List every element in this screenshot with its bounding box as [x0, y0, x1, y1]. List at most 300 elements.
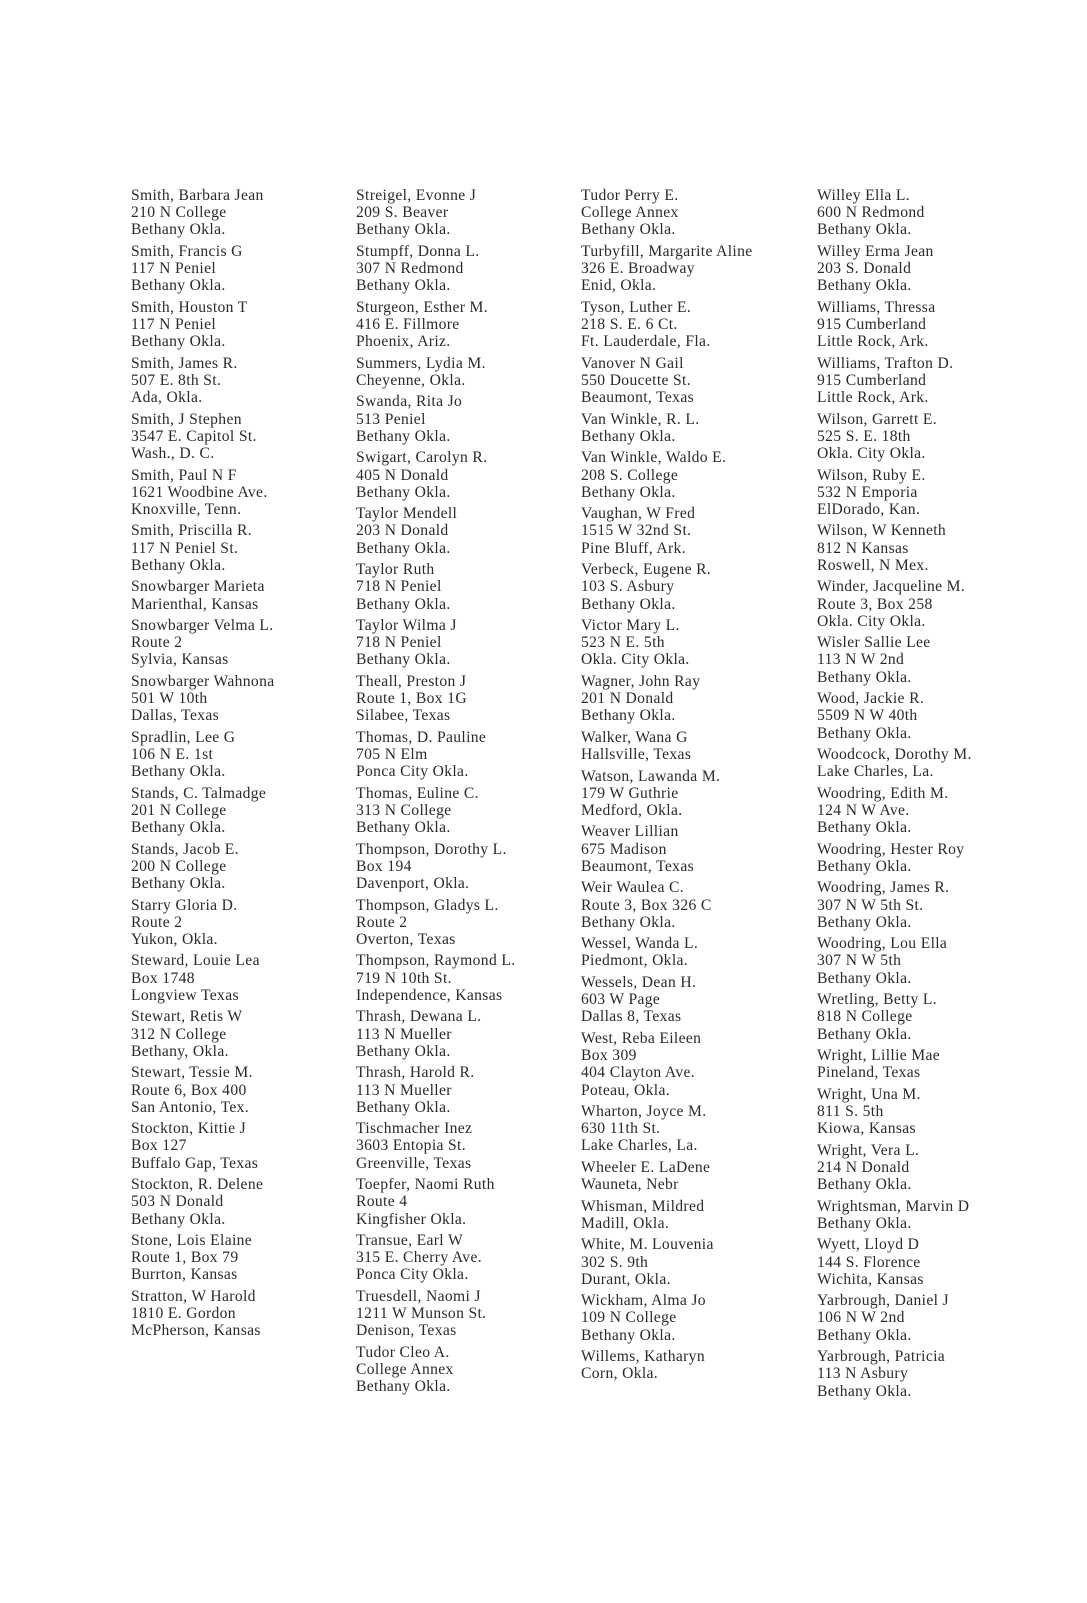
entry-name: Stumpff, Donna L. — [356, 242, 480, 260]
directory-entry — [356, 897, 596, 949]
entry-address-line: 326 E. Broadway — [581, 260, 695, 278]
entry-name: Whisman, Mildred — [581, 1197, 705, 1215]
entry-name: Victor Mary L. — [581, 617, 680, 635]
entry-address-line: 307 N W 5th St. — [817, 896, 924, 914]
entry-name: Wrightsman, Marvin D — [817, 1197, 970, 1215]
entry-address-line: Bethany Okla. — [131, 1210, 226, 1228]
entry-address-line: Wash., D. C. — [131, 445, 215, 463]
entry-address-line: 513 Peniel — [356, 410, 426, 428]
entry-address-line: Dallas, Texas — [131, 707, 220, 725]
directory-entry — [817, 578, 1077, 630]
directory-entry — [356, 673, 596, 725]
entry-address-line: 1810 E. Gordon — [131, 1305, 236, 1323]
directory-entry — [817, 243, 1077, 295]
entry-name: Tyson, Luther E. — [581, 298, 692, 316]
entry-name: Smith, J Stephen — [131, 410, 242, 428]
entry-address-line: 675 Madison — [581, 840, 667, 858]
directory-entry — [356, 841, 596, 893]
directory-entry — [131, 729, 371, 781]
directory-entry — [581, 974, 821, 1026]
directory-entry — [131, 1008, 371, 1060]
entry-address-line: Ponca City Okla. — [356, 763, 469, 781]
entry-address-line: Route 3, Box 326 C — [581, 896, 712, 914]
entry-address-line: Bethany Okla. — [356, 595, 451, 613]
entry-address-line: Bethany Okla. — [131, 875, 226, 893]
entry-name: Stewart, Retis W — [131, 1008, 243, 1026]
entry-address-line: 200 N College — [131, 857, 227, 875]
entry-name: Wilson, W Kenneth — [817, 522, 947, 540]
entry-name: Stewart, Tessie M. — [131, 1064, 253, 1082]
entry-name: Thompson, Gladys L. — [356, 896, 499, 914]
entry-name: Stands, Jacob E. — [131, 840, 239, 858]
entry-address-line: Bethany Okla. — [356, 539, 451, 557]
entry-address-line: Wauneta, Nebr — [581, 1176, 679, 1194]
directory-entry — [581, 505, 821, 557]
entry-address-line: Little Rock, Ark. — [817, 389, 929, 407]
directory-entry — [356, 393, 596, 445]
entry-name: Willems, Katharyn — [581, 1348, 705, 1366]
entry-address-line: Bethany Okla. — [356, 483, 451, 501]
entry-address-line: Route 3, Box 258 — [817, 595, 933, 613]
directory-entry — [131, 299, 371, 351]
directory-column-2 — [356, 187, 596, 1400]
entry-address-line: 103 S. Asbury — [581, 578, 675, 596]
entry-name: Winder, Jacqueline M. — [817, 578, 966, 596]
entry-address-line: 218 S. E. 6 Ct. — [581, 316, 678, 334]
directory-entry — [581, 617, 821, 669]
directory-entry — [356, 617, 596, 669]
entry-address-line: Silabee, Texas — [356, 707, 451, 725]
entry-address-line: 915 Cumberland — [817, 371, 927, 389]
directory-entry — [817, 841, 1077, 875]
entry-address-line: Durant, Okla. — [581, 1270, 671, 1288]
entry-address-line: Bethany Okla. — [131, 333, 226, 351]
entry-address-line: 307 N W 5th — [817, 952, 902, 970]
entry-name: West, Reba Eileen — [581, 1029, 702, 1047]
entry-address-line: Bethany Okla. — [581, 427, 676, 445]
entry-address-line: Bethany Okla. — [817, 1025, 912, 1043]
entry-address-line: 313 N College — [356, 801, 452, 819]
directory-entry — [581, 561, 821, 613]
entry-address-line: 915 Cumberland — [817, 316, 927, 334]
directory-column-1 — [131, 187, 371, 1344]
directory-entry — [817, 411, 1077, 463]
entry-address-line: Roswell, N Mex. — [817, 556, 929, 574]
entry-address-line: 416 E. Fillmore — [356, 316, 460, 334]
entry-address-line: 210 N College — [131, 204, 227, 222]
entry-address-line: Buffalo Gap, Texas — [131, 1154, 259, 1172]
entry-address-line: Davenport, Okla. — [356, 875, 470, 893]
directory-entry — [356, 1008, 596, 1060]
directory-entry — [581, 355, 821, 407]
entry-address-line: ElDorado, Kan. — [817, 500, 921, 518]
entry-address-line: 214 N Donald — [817, 1158, 910, 1176]
entry-address-line: 705 N Elm — [356, 746, 428, 764]
directory-entry — [131, 952, 371, 1004]
entry-address-line: Wichita, Kansas — [817, 1270, 924, 1288]
entry-name: Truesdell, Naomi J — [356, 1287, 481, 1305]
directory-column-4 — [817, 187, 1077, 1404]
entry-address-line: Medford, Okla. — [581, 801, 683, 819]
entry-name: Woodring, Edith M. — [817, 784, 949, 802]
entry-name: Swigart, Carolyn R. — [356, 449, 488, 467]
directory-entry — [581, 243, 821, 295]
entry-name: Wilson, Ruby E. — [817, 466, 926, 484]
entry-address-line: Poteau, Okla. — [581, 1081, 670, 1099]
entry-name: Snowbarger Marieta — [131, 578, 265, 596]
entry-name: Wharton, Joyce M. — [581, 1103, 707, 1120]
entry-address-line: 503 N Donald — [131, 1193, 224, 1211]
entry-name: Wyett, Lloyd D — [817, 1236, 920, 1254]
entry-address-line: Beaumont, Texas — [581, 857, 695, 875]
entry-address-line: Box 194 — [356, 857, 412, 875]
entry-address-line: Bethany Okla. — [131, 763, 226, 781]
entry-name: Tudor Cleo A. — [356, 1343, 450, 1361]
directory-entry — [356, 1176, 596, 1228]
entry-name: Stratton, W Harold — [131, 1287, 256, 1305]
entry-address-line: Okla. City Okla. — [817, 612, 926, 630]
directory-entry — [817, 785, 1077, 837]
entry-address-line: 315 E. Cherry Ave. — [356, 1249, 482, 1267]
entry-name: Smith, Francis G — [131, 242, 243, 260]
entry-name: Taylor Ruth — [356, 561, 435, 579]
entry-address-line: Bethany Okla. — [581, 1326, 676, 1344]
entry-name: Smith, Barbara Jean — [131, 187, 264, 204]
directory-entry — [131, 841, 371, 893]
entry-address-line: College Annex — [356, 1361, 454, 1379]
entry-address-line: Bethany Okla. — [817, 1176, 912, 1194]
directory-entry — [356, 1288, 596, 1340]
directory-entry — [817, 935, 1077, 987]
entry-address-line: 600 N Redmond — [817, 204, 925, 222]
entry-address-line: Enid, Okla. — [581, 277, 657, 295]
entry-address-line: 525 S. E. 18th — [817, 427, 911, 445]
directory-entry — [356, 449, 596, 501]
entry-address-line: Bethany Okla. — [356, 1378, 451, 1396]
entry-name: Woodring, Lou Ella — [817, 935, 948, 953]
entry-address-line: Overton, Texas — [356, 930, 456, 948]
entry-name: Wheeler E. LaDene — [581, 1158, 711, 1176]
entry-name: Walker, Wana G — [581, 728, 688, 746]
entry-address-line: Denison, Texas — [356, 1322, 457, 1340]
entry-name: Toepfer, Naomi Ruth — [356, 1176, 495, 1194]
entry-address-line: Bethany Okla. — [581, 221, 676, 239]
directory-entry — [581, 411, 821, 445]
entry-name: Vaughan, W Fred — [581, 505, 696, 523]
entry-address-line: 144 S. Florence — [817, 1253, 921, 1271]
entry-name: Swanda, Rita Jo — [356, 393, 463, 411]
entry-address-line: 3547 E. Capitol St. — [131, 427, 257, 445]
entry-address-line: Route 1, Box 79 — [131, 1249, 239, 1267]
entry-address-line: Bethany Okla. — [131, 221, 226, 239]
entry-address-line: 718 N Peniel — [356, 634, 442, 652]
entry-address-line: Bethany Okla. — [356, 221, 451, 239]
entry-address-line: Bethany Okla. — [817, 1382, 912, 1400]
directory-entry — [131, 411, 371, 463]
directory-entry — [356, 299, 596, 351]
entry-address-line: Madill, Okla. — [581, 1214, 670, 1232]
directory-entry — [581, 1198, 821, 1232]
directory-entry — [581, 1292, 821, 1344]
entry-name: Smith, James R. — [131, 354, 238, 372]
directory-entry — [356, 561, 596, 613]
directory-entry — [131, 617, 371, 669]
directory-entry — [817, 355, 1077, 407]
directory-entry — [356, 1344, 596, 1396]
entry-address-line: 405 N Donald — [356, 466, 449, 484]
entry-address-line: Piedmont, Okla. — [581, 952, 689, 970]
entry-address-line: 109 N College — [581, 1309, 677, 1327]
entry-name: Thompson, Raymond L. — [356, 952, 516, 970]
entry-address-line: Bethany Okla. — [356, 427, 451, 445]
directory-entry — [817, 467, 1077, 519]
entry-name: Turbyfill, Margarite Aline — [581, 242, 753, 260]
entry-address-line: Bethany Okla. — [817, 1214, 912, 1232]
directory-entry — [817, 1086, 1077, 1138]
entry-address-line: 117 N Peniel St. — [131, 539, 239, 557]
directory-entry — [581, 935, 821, 969]
directory-entry — [817, 299, 1077, 351]
entry-address-line: Beaumont, Texas — [581, 389, 695, 407]
entry-name: Snowbarger Velma L. — [131, 617, 274, 635]
entry-name: Wood, Jackie R. — [817, 690, 925, 708]
entry-address-line: 113 N Asbury — [817, 1365, 909, 1383]
directory-entry — [131, 673, 371, 725]
entry-address-line: 209 S. Beaver — [356, 204, 449, 222]
entry-name: Van Winkle, R. L. — [581, 410, 700, 428]
directory-entry — [817, 1142, 1077, 1194]
entry-address-line: Route 2 — [131, 634, 183, 652]
directory-entry — [817, 522, 1077, 574]
directory-entry — [581, 1103, 821, 1155]
directory-entry — [581, 299, 821, 351]
entry-address-line: Ponca City Okla. — [356, 1266, 469, 1284]
entry-name: Snowbarger Wahnona — [131, 672, 275, 690]
directory-entry — [356, 729, 596, 781]
entry-address-line: Bethany Okla. — [356, 819, 451, 837]
entry-address-line: Phoenix, Ariz. — [356, 333, 451, 351]
entry-address-line: Bethany Okla. — [817, 724, 912, 742]
entry-address-line: Bethany Okla. — [356, 277, 451, 295]
directory-entry — [131, 355, 371, 407]
entry-name: Smith, Priscilla R. — [131, 522, 253, 540]
entry-name: Tischmacher Inez — [356, 1120, 473, 1138]
entry-name: Wisler Sallie Lee — [817, 634, 931, 652]
directory-entry — [356, 1232, 596, 1284]
entry-name: Summers, Lydia M. — [356, 354, 486, 372]
entry-address-line: 302 S. 9th — [581, 1253, 649, 1271]
directory-entry — [817, 1292, 1077, 1344]
entry-name: White, M. Louvenia — [581, 1236, 714, 1254]
directory-entry — [131, 1120, 371, 1172]
directory-entry — [131, 1176, 371, 1228]
entry-address-line: 203 S. Donald — [817, 260, 912, 278]
directory-entry — [817, 1236, 1077, 1288]
entry-name: Watson, Lawanda M. — [581, 767, 721, 785]
entry-name: Williams, Trafton D. — [817, 354, 954, 372]
directory-entry — [581, 768, 821, 820]
entry-name: Stockton, R. Delene — [131, 1176, 264, 1194]
entry-address-line: Bethany Okla. — [817, 668, 912, 686]
entry-name: Transue, Earl W — [356, 1232, 464, 1250]
entry-name: Thrash, Harold R. — [356, 1064, 475, 1082]
entry-address-line: 630 11th St. — [581, 1120, 661, 1138]
entry-name: Stockton, Kittie J — [131, 1120, 247, 1138]
directory-entry — [817, 690, 1077, 742]
entry-address-line: Route 4 — [356, 1193, 408, 1211]
entry-address-line: Cheyenne, Okla. — [356, 371, 466, 389]
entry-address-line: 5509 N W 40th — [817, 707, 918, 725]
entry-name: Thrash, Dewana L. — [356, 1008, 482, 1026]
entry-name: Yarbrough, Patricia — [817, 1348, 946, 1366]
entry-address-line: 203 N Donald — [356, 522, 449, 540]
entry-address-line: Kingfisher Okla. — [356, 1210, 467, 1228]
directory-entry — [581, 879, 821, 931]
entry-name: Willey Erma Jean — [817, 242, 934, 260]
entry-address-line: Kiowa, Kansas — [817, 1120, 916, 1138]
entry-address-line: Lake Charles, La. — [817, 763, 934, 781]
directory-entry — [131, 187, 371, 239]
entry-name: Wessels, Dean H. — [581, 973, 697, 991]
entry-address-line: Ada, Okla. — [131, 389, 203, 407]
entry-address-line: 719 N 10th St. — [356, 969, 452, 987]
entry-address-line: Knoxville, Tenn. — [131, 500, 242, 518]
entry-name: Spradlin, Lee G — [131, 728, 236, 746]
directory-column-3 — [581, 187, 821, 1387]
directory-entry — [131, 1232, 371, 1284]
directory-entry — [581, 187, 821, 239]
directory-entry — [581, 823, 821, 875]
entry-name: Wagner, John Ray — [581, 672, 701, 690]
entry-address-line: 1515 W 32nd St. — [581, 522, 692, 540]
entry-name: Woodring, Hester Roy — [817, 840, 965, 858]
entry-address-line: 523 N E. 5th — [581, 634, 665, 652]
entry-address-line: Bethany Okla. — [817, 857, 912, 875]
entry-address-line: Yukon, Okla. — [131, 930, 218, 948]
entry-name: Wright, Lillie Mae — [817, 1047, 941, 1065]
directory-entry — [131, 785, 371, 837]
directory-entry — [817, 1047, 1077, 1081]
entry-address-line: 208 S. College — [581, 466, 679, 484]
entry-address-line: Bethany Okla. — [131, 819, 226, 837]
entry-address-line: Bethany Okla. — [817, 277, 912, 295]
directory-entry — [131, 522, 371, 574]
entry-name: Williams, Thressa — [817, 298, 936, 316]
entry-address-line: 404 Clayton Ave. — [581, 1064, 696, 1082]
directory-entry — [581, 1348, 821, 1382]
entry-name: Taylor Wilma J — [356, 617, 457, 635]
directory-entry — [356, 243, 596, 295]
entry-address-line: 117 N Peniel — [131, 316, 217, 334]
entry-address-line: Bethany Okla. — [581, 595, 676, 613]
entry-address-line: Longview Texas — [131, 986, 239, 1004]
entry-address-line: Marienthal, Kansas — [131, 595, 259, 613]
entry-address-line: 718 N Peniel — [356, 578, 442, 596]
entry-name: Smith, Paul N F — [131, 466, 237, 484]
entry-address-line: Bethany Okla. — [581, 707, 676, 725]
directory-entry — [356, 355, 596, 389]
entry-name: Thompson, Dorothy L. — [356, 840, 507, 858]
directory-entry — [581, 673, 821, 725]
directory-entry — [817, 1198, 1077, 1232]
entry-address-line: 3603 Entopia St. — [356, 1137, 466, 1155]
directory-entry — [356, 785, 596, 837]
entry-address-line: 106 N W 2nd — [817, 1309, 905, 1327]
entry-name: Wretling, Betty L. — [817, 991, 938, 1009]
directory-entry — [356, 1120, 596, 1172]
entry-address-line: 201 N College — [131, 801, 227, 819]
entry-address-line: Greenville, Texas — [356, 1154, 472, 1172]
entry-name: Tudor Perry E. — [581, 187, 679, 204]
directory-entry — [817, 879, 1077, 931]
entry-name: Steward, Louie Lea — [131, 952, 260, 970]
entry-address-line: Bethany Okla. — [817, 819, 912, 837]
entry-address-line: Bethany Okla. — [581, 483, 676, 501]
entry-address-line: Bethany Okla. — [581, 913, 676, 931]
directory-entry — [131, 243, 371, 295]
directory-entry — [817, 1348, 1077, 1400]
entry-address-line: Bethany Okla. — [356, 1042, 451, 1060]
entry-address-line: Okla. City Okla. — [817, 445, 926, 463]
entry-address-line: 811 S. 5th — [817, 1103, 884, 1120]
entry-address-line: 117 N Peniel — [131, 260, 217, 278]
entry-address-line: San Antonio, Tex. — [131, 1098, 250, 1116]
entry-name: Thomas, D. Pauline — [356, 728, 487, 746]
entry-address-line: Pineland, Texas — [817, 1064, 921, 1082]
entry-address-line: 603 W Page — [581, 991, 661, 1009]
entry-name: Weaver Lillian — [581, 823, 679, 841]
entry-address-line: Bethany Okla. — [356, 651, 451, 669]
entry-address-line: 106 N E. 1st — [131, 746, 214, 764]
directory-entry — [356, 187, 596, 239]
entry-address-line: Bethany Okla. — [131, 277, 226, 295]
entry-address-line: Route 2 — [356, 913, 408, 931]
entry-address-line: 812 N Kansas — [817, 539, 909, 557]
entry-address-line: 312 N College — [131, 1025, 227, 1043]
entry-address-line: 818 N College — [817, 1008, 913, 1026]
entry-name: Woodring, James R. — [817, 879, 950, 897]
directory-entry — [581, 1030, 821, 1099]
entry-name: Verbeck, Eugene R. — [581, 561, 712, 579]
entry-address-line: Bethany, Okla. — [131, 1042, 229, 1060]
entry-address-line: 550 Doucette St. — [581, 371, 691, 389]
entry-name: Taylor Mendell — [356, 505, 458, 523]
entry-name: Willey Ella L. — [817, 187, 911, 204]
entry-address-line: 113 N Mueller — [356, 1025, 452, 1043]
entry-address-line: Bethany Okla. — [817, 913, 912, 931]
entry-name: Van Winkle, Waldo E. — [581, 449, 727, 467]
entry-address-line: Dallas 8, Texas — [581, 1008, 682, 1026]
entry-name: Wilson, Garrett E. — [817, 410, 937, 428]
entry-name: Yarbrough, Daniel J — [817, 1292, 949, 1310]
directory-entry — [817, 991, 1077, 1043]
directory-entry — [581, 1236, 821, 1288]
entry-address-line: Ft. Lauderdale, Fla. — [581, 333, 711, 351]
entry-address-line: 201 N Donald — [581, 690, 674, 708]
directory-entry — [131, 1064, 371, 1116]
entry-address-line: Sylvia, Kansas — [131, 651, 229, 669]
entry-address-line: Box 1748 — [131, 969, 195, 987]
entry-address-line: Route 6, Box 400 — [131, 1081, 247, 1099]
entry-address-line: 501 W 10th — [131, 690, 208, 708]
entry-address-line: Bethany Okla. — [356, 1098, 451, 1116]
entry-address-line: 113 N W 2nd — [817, 651, 905, 669]
entry-name: Wright, Una M. — [817, 1085, 921, 1103]
entry-address-line: 532 N Emporia — [817, 483, 918, 501]
entry-address-line: Box 127 — [131, 1137, 187, 1155]
entry-address-line: 307 N Redmond — [356, 260, 464, 278]
entry-name: Wessel, Wanda L. — [581, 935, 699, 953]
